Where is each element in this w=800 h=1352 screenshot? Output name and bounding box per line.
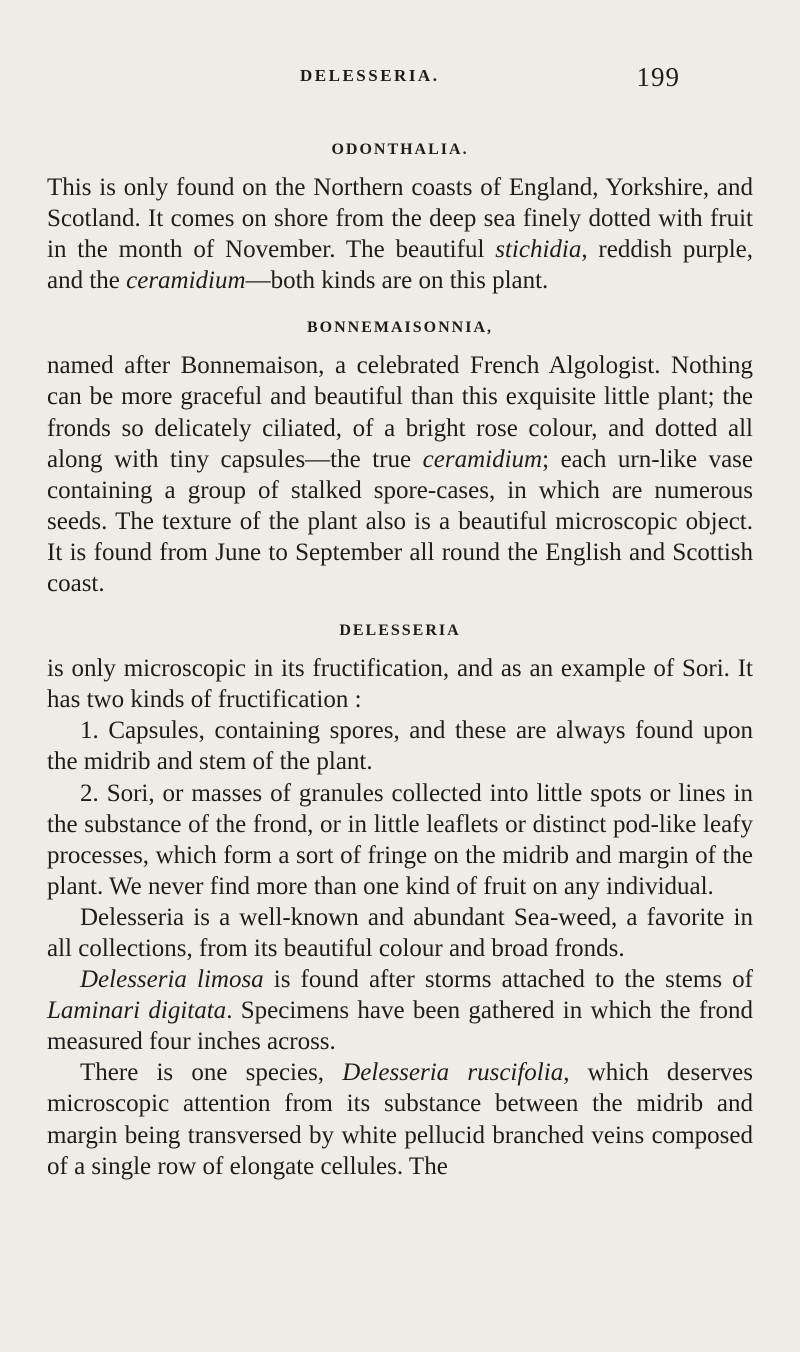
text-run: , reddish purple, and the <box>47 236 753 295</box>
section-heading: DELESSERIA <box>339 622 461 640</box>
paragraph <box>47 715 753 777</box>
text-run: There is one species, <box>80 1059 343 1087</box>
text-run: Delesseria is a well-known and abundant Sea-weed, a favorite in all collections, from its beautiful colour and broad fronds. <box>47 903 753 962</box>
paragraph <box>47 172 753 296</box>
paragraph <box>47 653 753 715</box>
text-run: is found after storms attached to the stems of <box>263 966 753 994</box>
text-run: This is only found on the Northern coasts of England, Yorkshire, and Scotland. It comes on shore from the deep sea finely dotted with fruit in the month of November. The beautiful <box>47 174 753 264</box>
paragraph <box>47 350 753 599</box>
text-run: 2. Sori, or masses of granules collected into little spots or lines in the substance of the frond, or in little leaflets or distinct pod-like leafy processes, which form a sort of fringe on the midrib and margin of the plant. We never find more than one kind of fruit on any individual. <box>47 779 753 900</box>
text-run: , which deserves microscopic attention from its substance between the midrib and margin being transversed by white pellucid branched veins composed of a single row of elongate cellules. The <box>47 1059 753 1180</box>
text-run: 1. Capsules, containing spores, and these are always found upon the midrib and stem of the plant. <box>47 717 753 776</box>
text-run: named after Bonnemaison, a celebrated French Algologist. Nothing can be more graceful and beautiful than this exquisite little plant; the fronds so delicately ciliated, of a bright rose colour, and dotted all along with tiny capsules—the true <box>47 352 753 473</box>
running-title: DELESSERIA. <box>300 66 440 85</box>
text-run: . Specimens have been gathered in which the frond measured four inches across. <box>47 997 753 1056</box>
section-heading: ODONTHALIA. <box>331 141 469 158</box>
paragraph <box>47 964 753 1057</box>
paragraph <box>47 778 753 902</box>
italic-term: Laminari digitata <box>47 997 227 1025</box>
text-run: ; each urn-like vase containing a group of stalked spore-cases, in which are numerous seeds. The texture of the plant also is a beautiful microscopic object. It is found from June to September all round the English and Scottish coast. <box>47 445 753 598</box>
italic-term: ceramidium <box>422 445 543 473</box>
running-head <box>300 62 680 96</box>
italic-term: Delesseria limosa <box>80 966 264 994</box>
section-heading: BONNEMAISONNIA, <box>306 319 493 337</box>
paragraph <box>47 902 753 964</box>
italic-term: stichidia <box>495 236 582 264</box>
page-number: 199 <box>636 62 680 92</box>
text-run: —both kinds are on this plant. <box>245 267 549 295</box>
italic-term: Delesseria ruscifolia <box>342 1059 564 1087</box>
italic-term: ceramidium <box>126 267 246 295</box>
paragraph <box>47 1057 753 1181</box>
text-run: is only microscopic in its fructification, and as an example of Sori. It has two kinds of fructification : <box>47 655 753 714</box>
page-body <box>47 140 753 1182</box>
